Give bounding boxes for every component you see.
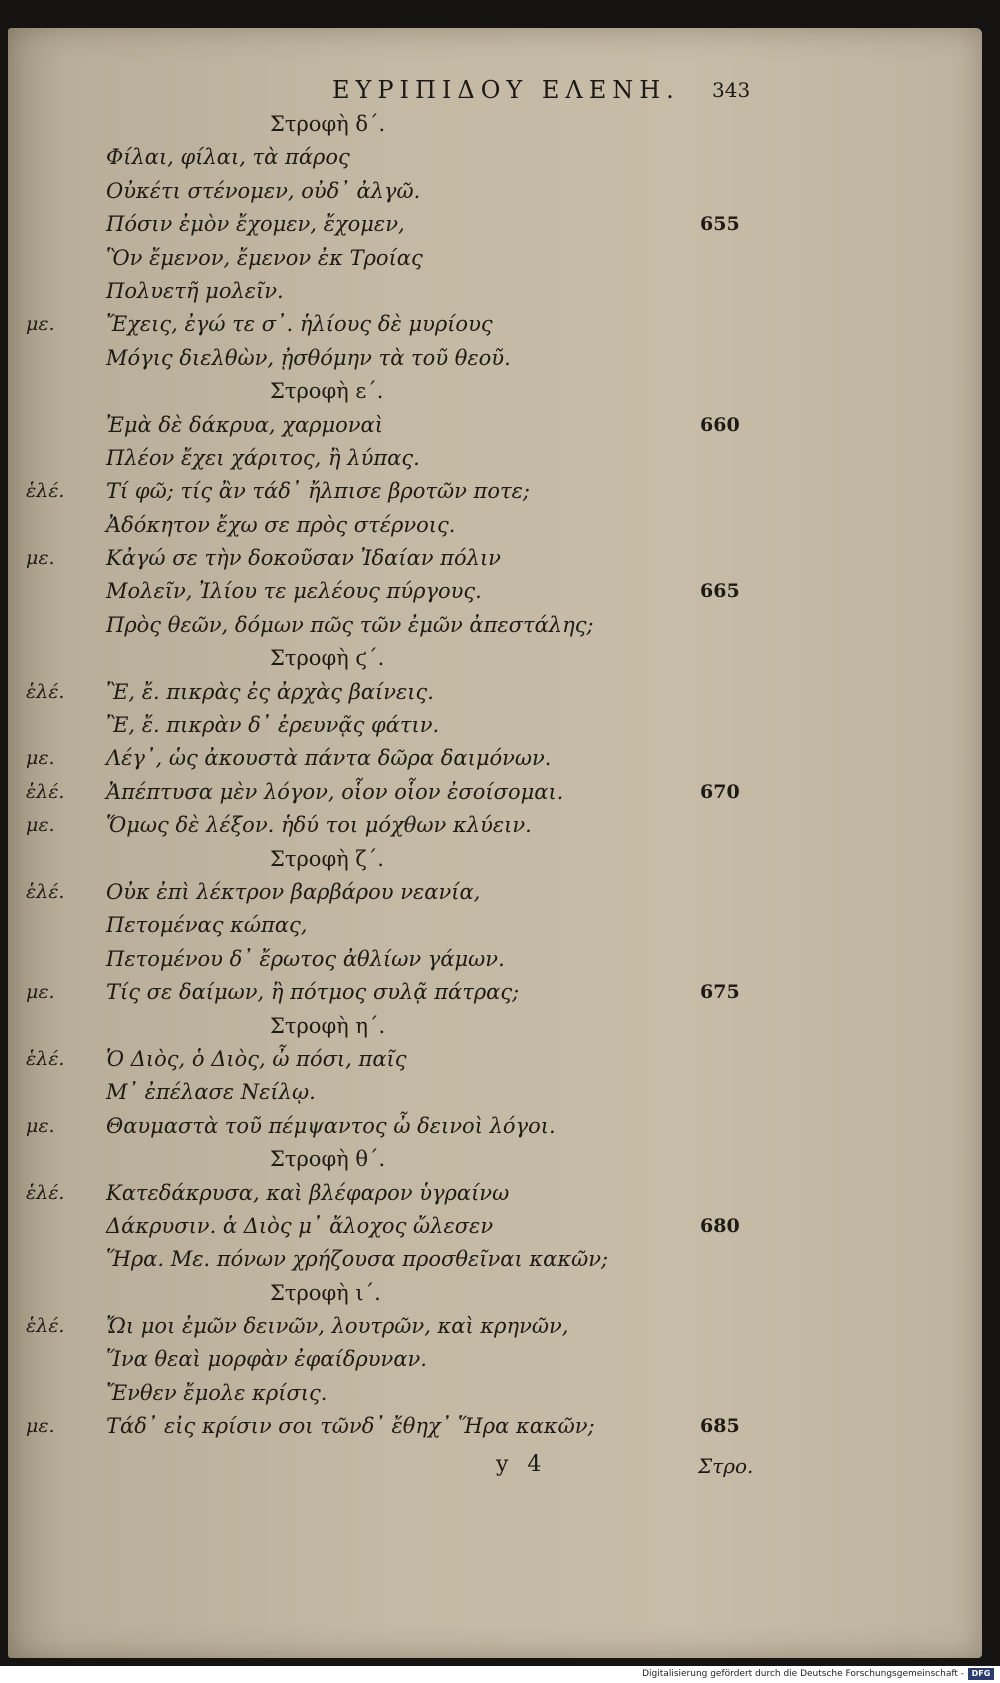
verse-text-line: Πλέον ἔχει χάριτος, ἢ λύπας.: [106, 445, 420, 470]
line-number: 675: [700, 981, 740, 1004]
verse-line: [0, 542, 1000, 575]
verse-line: [0, 776, 1000, 809]
strophe-label: Στροφὴ δ΄.: [270, 112, 386, 136]
verse-line: [0, 1076, 1000, 1109]
verse-line: [0, 1210, 1000, 1243]
verse-line: [0, 1343, 1000, 1376]
verse-line: [0, 676, 1000, 709]
speaker-label: ἑλέ.: [26, 880, 65, 903]
verse-text-line: Ὅμως δὲ λέξον. ἡδύ τοι μόχθων κλύειν.: [106, 813, 532, 838]
verse-line: [0, 308, 1000, 341]
verse-text-line: Τί φῶ; τίς ἂν τάδ᾽ ἤλπισε βροτῶν ποτε;: [106, 479, 530, 504]
verse-line: [0, 275, 1000, 308]
strophe-label: Στροφὴ θ΄.: [270, 1147, 386, 1172]
verse-text-line: Μολεῖν, Ἰλίου τε μελέους πύργους.: [106, 579, 482, 604]
verse-line: [0, 208, 1000, 241]
running-title: ΕΥΡΙΠΙΔΟΥ ΕΛΕΝΗ.: [332, 76, 680, 104]
verse-text-line: Τίς σε δαίμων, ἢ πότμος συλᾷ πάτρας;: [106, 980, 520, 1005]
verse-text: [0, 108, 1000, 1444]
strophe-heading: [0, 1010, 1000, 1043]
verse-line: [0, 742, 1000, 775]
verse-text-line: Θαυμαστὰ τοῦ πέμψαντος ὦ δεινοὶ λόγοι.: [106, 1113, 556, 1138]
verse-line: [0, 509, 1000, 542]
verse-text-line: Ἐμὰ δὲ δάκρυα, χαρμοναὶ: [106, 412, 383, 437]
verse-text-line: Ἵνα θεαὶ μορφὰν ἐφαίδρυναν.: [106, 1347, 427, 1372]
verse-line: [0, 1243, 1000, 1276]
verse-line: [0, 1377, 1000, 1410]
verse-text-line: Οὐκέτι στένομεν, οὐδ᾽ ἀλγῶ.: [106, 178, 421, 203]
strophe-label: Στροφὴ ι΄.: [270, 1280, 381, 1305]
verse-text-line: Ἒ, ἔ. πικρὰς ἐς ἀρχὰς βαίνεις.: [106, 679, 434, 704]
verse-line: [0, 575, 1000, 608]
page-number: 343: [712, 78, 751, 102]
speaker-label: ἑλέ.: [26, 680, 65, 703]
verse-text-line: Οὐκ ἐπὶ λέκτρον βαρβάρου νεανία,: [106, 879, 481, 904]
verse-text-line: Πολυετῆ μολεῖν.: [106, 278, 284, 303]
speaker-label: ἑλέ.: [26, 480, 65, 503]
catchword: Στρο.: [698, 1454, 754, 1478]
digitization-note: Digitalisierung gefördert durch die Deutsche Forschungsgemeinschaft -: [642, 1669, 964, 1679]
verse-text-line: Μ᾽ ἐπέλασε Νείλῳ.: [106, 1080, 316, 1105]
strophe-heading: [0, 108, 1000, 141]
strophe-heading: [0, 642, 1000, 675]
speaker-label: ἑλέ.: [26, 1047, 65, 1070]
verse-line: [0, 709, 1000, 742]
verse-line: [0, 809, 1000, 842]
strophe-label: Στροφὴ ε΄.: [270, 379, 384, 404]
line-number: 665: [700, 580, 740, 603]
strophe-label: Στροφὴ ζ΄.: [270, 846, 384, 871]
verse-line: [0, 475, 1000, 508]
verse-line: [0, 1177, 1000, 1210]
verse-text-line: Ὃν ἔμενον, ἔμενον ἐκ Τροίας: [106, 245, 423, 270]
verse-line: [0, 609, 1000, 642]
speaker-label: με.: [26, 747, 55, 770]
signature-mark: y 4: [496, 1452, 548, 1477]
verse-text-line: Λέγ᾽, ὡς ἀκουστὰ πάντα δῶρα δαιμόνων.: [106, 746, 552, 771]
speaker-label: με.: [26, 1415, 55, 1438]
strophe-heading: [0, 375, 1000, 408]
page-footer: [0, 1452, 1000, 1486]
strophe-heading: [0, 1277, 1000, 1310]
verse-text-line: Ἔνθεν ἔμολε κρίσις.: [106, 1380, 328, 1405]
verse-line: [0, 909, 1000, 942]
dfg-logo: DFG: [968, 1668, 994, 1680]
verse-text-line: Ἀδόκητον ἔχω σε πρὸς στέρνοις.: [106, 512, 456, 537]
verse-text-line: Ἔχεις, ἐγώ τε σ᾽. ἡλίους δὲ μυρίους: [106, 312, 493, 337]
speaker-label: ἑλέ.: [26, 780, 65, 803]
line-number: 670: [700, 780, 740, 803]
verse-line: [0, 943, 1000, 976]
speaker-label: με.: [26, 547, 55, 570]
verse-line: [0, 1110, 1000, 1143]
verse-text-line: Δάκρυσιν. ἁ Διὸς μ᾽ ἄλοχος ὤλεσεν: [106, 1213, 494, 1238]
verse-text-line: Ὁ Διὸς, ὁ Διὸς, ὦ πόσι, παῖς: [106, 1046, 407, 1071]
verse-text-line: Πετομένου δ᾽ ἔρωτος ἀθλίων γάμων.: [106, 946, 505, 971]
strophe-label: Στροφὴ η΄.: [270, 1013, 386, 1038]
verse-text-line: Πετομένας κώπας,: [106, 913, 308, 938]
speaker-label: με.: [26, 313, 55, 336]
verse-text-line: Ὤι μοι ἐμῶν δεινῶν, λουτρῶν, καὶ κρηνῶν,: [106, 1314, 569, 1339]
verse-line: [0, 1310, 1000, 1343]
verse-line: [0, 141, 1000, 174]
verse-line: [0, 976, 1000, 1009]
verse-text-line: Ἀπέπτυσα μὲν λόγον, οἷον οἷον ἐσοίσομαι.: [106, 779, 564, 804]
strophe-heading: [0, 1143, 1000, 1176]
verse-text-line: Κατεδάκρυσα, καὶ βλέφαρον ὑγραίνω: [106, 1180, 510, 1205]
speaker-label: με.: [26, 1114, 55, 1137]
verse-line: [0, 242, 1000, 275]
speaker-label: με.: [26, 981, 55, 1004]
speaker-label: με.: [26, 814, 55, 837]
verse-text-line: Ἒ, ἔ. πικρὰν δ᾽ ἐρευνᾷς φάτιν.: [106, 713, 440, 738]
line-number: 660: [700, 413, 740, 436]
line-number: 680: [700, 1214, 740, 1237]
verse-text-line: Πρὸς θεῶν, δόμων πῶς τῶν ἐμῶν ἀπεστάλης;: [106, 612, 594, 637]
verse-text-line: Ἥρα. Με. πόνων χρήζουσα προσθεῖναι κακῶν;: [106, 1247, 609, 1272]
verse-line: [0, 409, 1000, 442]
verse-text-line: Φίλαι, φίλαι, τὰ πάρος: [106, 145, 350, 170]
verse-line: [0, 876, 1000, 909]
verse-text-line: Κἀγώ σε τὴν δοκοῦσαν Ἰδαίαν πόλιν: [106, 546, 501, 571]
line-number: 655: [700, 213, 740, 236]
verse-text-line: Πόσιν ἐμὸν ἔχομεν, ἔχομεν,: [106, 212, 405, 237]
speaker-label: ἑλέ.: [26, 1315, 65, 1338]
verse-line: [0, 342, 1000, 375]
verse-line: [0, 442, 1000, 475]
line-number: 685: [700, 1415, 740, 1438]
verse-text-line: Τάδ᾽ εἰς κρίσιν σοι τῶνδ᾽ ἔθηχ᾽ Ἥρα κακῶν;: [106, 1414, 595, 1439]
speaker-label: ἑλέ.: [26, 1181, 65, 1204]
verse-line: [0, 1410, 1000, 1443]
strophe-label: Στροφὴ ϛ΄.: [270, 646, 385, 671]
verse-text-line: Μόγις διελθὼν, ᾐσθόμην τὰ τοῦ θεοῦ.: [106, 345, 511, 370]
verse-line: [0, 175, 1000, 208]
verse-line: [0, 1043, 1000, 1076]
strophe-heading: [0, 843, 1000, 876]
